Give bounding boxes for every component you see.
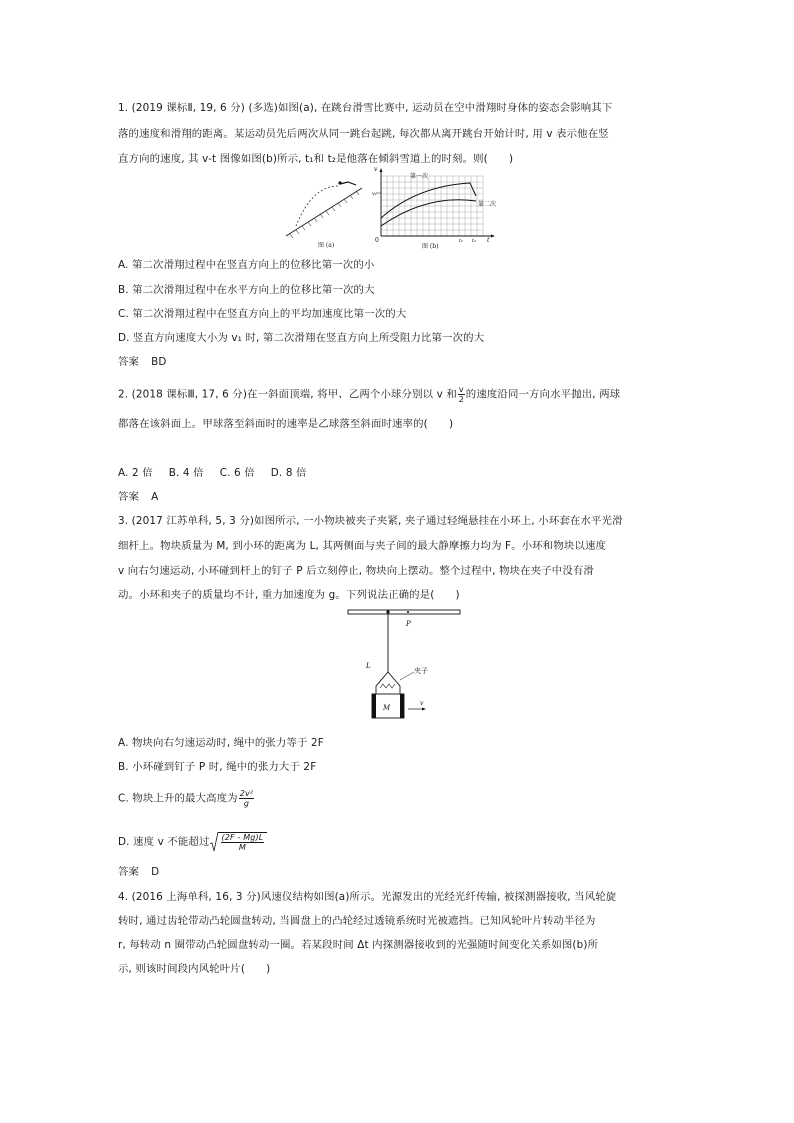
q1-answer (118, 355, 678, 369)
q1-fig-b-t2: t₂ (472, 238, 477, 244)
q2-fraction-den: 2 (458, 395, 464, 404)
q2-choice-a: A. 2 倍 (118, 467, 153, 479)
q2-fraction (458, 385, 465, 404)
q1-option-a: A. 第二次滑翔过程中在竖直方向上的位移比第一次的小 (118, 259, 375, 271)
q2-line-1-post: 的速度沿同一方向水平抛出, 两球 (465, 388, 621, 401)
q3-option-d-fraction (221, 833, 265, 852)
q3-option-c-fraction (239, 789, 254, 808)
q3-option-c-den: g (243, 799, 250, 808)
q3-line-4: 动。小环和夹子的质量均不计, 重力加速度为 g。下列说法正确的是( ) (118, 589, 460, 601)
q1-fig-b-axis-v: v (374, 166, 378, 173)
q2-choice-b: B. 4 倍 (168, 467, 204, 479)
q4-line-4: 示, 则该时间段内风轮叶片( ) (118, 963, 271, 975)
q2-line-1 (118, 385, 678, 404)
q2-choices (118, 466, 678, 480)
q3-option-d (118, 832, 678, 852)
q2-answer-tag: 答案 (118, 491, 140, 503)
q3-answer-tag: 答案 (118, 866, 140, 878)
q1-option-c: C. 第二次滑翔过程中在竖直方向上的平均加速度比第一次的大 (118, 308, 407, 320)
q3-line-2: 细杆上。物块质量为 M, 到小环的距离为 L, 其两侧面与夹子间的最大静摩擦力均为 F。小环和物块以速度 (118, 540, 607, 552)
q2-line-1-pre: 2. (2018 课标Ⅲ, 17, 6 分)在一斜面顶端, 将甲、乙两个小球分别以 v 和 (118, 388, 457, 401)
q4-line-2: 转时, 通过齿轮带动凸轮圆盘转动, 当圆盘上的凸轮经过透镜系统时光被遮挡。已知风轮叶片转动半径为 (118, 915, 596, 927)
q1-fig-b-label-second: 第二次 (478, 201, 497, 208)
q4-line-1: 4. (2016 上海单科, 16, 3 分)风速仪结构如图(a)所示。光源发出的光经光纤传输, 被探测器接收, 当风轮旋 (118, 891, 617, 903)
q3-option-d-den: M (238, 843, 246, 852)
q3-option-c-text: C. 物块上升的最大高度为 (118, 792, 238, 805)
q4-line-3: r, 每转动 n 圈带动凸轮圆盘转动一圈。若某段时间 Δt 内探测器接收到的光强随时间变化关系如图(b)所 (118, 939, 599, 951)
q3-option-c-num: 2v² (239, 789, 254, 798)
q2-answer-value: A (151, 491, 159, 503)
q3-fig-label-l: L (366, 662, 371, 670)
q1-fig-b-origin: 0 (375, 237, 379, 244)
q3-option-c (118, 789, 678, 808)
q2-line-2: 都落在该斜面上。甲球落至斜面时的速率是乙球落至斜面时速率的( ) (118, 418, 454, 430)
q1-answer-value: BD (151, 356, 167, 368)
q3-line-1: 3. (2017 江苏单科, 5, 3 分)如图所示, 一小物块被夹子夹紧, 夹子通过轻绳悬挂在小环上, 小环套在水平光滑 (118, 515, 623, 527)
q2-choice-d: D. 8 倍 (270, 467, 307, 479)
q3-figure (340, 606, 470, 726)
q3-fig-label-clip: 夹子 (414, 667, 428, 675)
q1-figure-a (282, 168, 372, 250)
q1-fig-b-t1: t₁ (459, 238, 464, 244)
q2-fraction-num: v (458, 385, 464, 394)
q1-option-b: B. 第二次滑翔过程中在水平方向上的位移比第一次的大 (118, 284, 375, 296)
q3-answer-value: D (151, 866, 160, 878)
q3-option-d-text: D. 速度 v 不能超过 (118, 836, 210, 848)
q1-fig-b-label-first: 第一次 (410, 173, 429, 180)
q2-choice-c: C. 6 倍 (219, 467, 255, 479)
q3-option-d-sqrt (210, 832, 268, 852)
q3-fig-label-p: P (406, 620, 411, 628)
q1-line-3: 直方向的速度, 其 v-t 图像如图(b)所示, t₁和 t₂是他落在倾斜雪道上的时刻。则( ) (118, 153, 514, 165)
q3-option-a: A. 物块向右匀速运动时, 绳中的张力等于 2F (118, 737, 324, 749)
radical-icon (210, 832, 218, 852)
q3-line-3: v 向右匀速运动, 小环碰到杆上的钉子 P 后立刻停止, 物块向上摆动。整个过程中, 物块在夹子中没有滑 (118, 565, 594, 577)
q1-option-d: D. 竖直方向速度大小为 v₁ 时, 第二次滑翔在竖直方向上所受阻力比第一次的大 (118, 332, 485, 344)
q3-fig-label-v: v (420, 700, 424, 707)
q1-fig-a-caption: 图 (a) (318, 242, 335, 249)
q1-fig-b-axis-t: t (487, 237, 490, 244)
q1-answer-tag: 答案 (118, 356, 140, 368)
q1-line-2: 落的速度和滑翔的距离。某运动员先后两次从同一跳台起跳, 每次都从离开跳台开始计时, 用 v 表示他在竖 (118, 128, 609, 140)
q3-option-d-num: (2F - Mg)L (221, 833, 264, 842)
q2-answer (118, 490, 678, 504)
q1-fig-b-caption: 图 (b) (422, 243, 439, 250)
q3-fig-label-m: M (383, 704, 391, 712)
q1-fig-b-v1: v₁ (372, 191, 377, 197)
q1-line-1: 1. (2019 课标Ⅱ, 19, 6 分) (多选)如图(a), 在跳台滑雪比赛中, 运动员在空中滑翔时身体的姿态会影响其下 (118, 102, 613, 114)
q3-option-b: B. 小环碰到钉子 P 时, 绳中的张力大于 2F (118, 761, 317, 773)
q3-answer (118, 865, 678, 879)
q1-figure-b (372, 166, 502, 250)
